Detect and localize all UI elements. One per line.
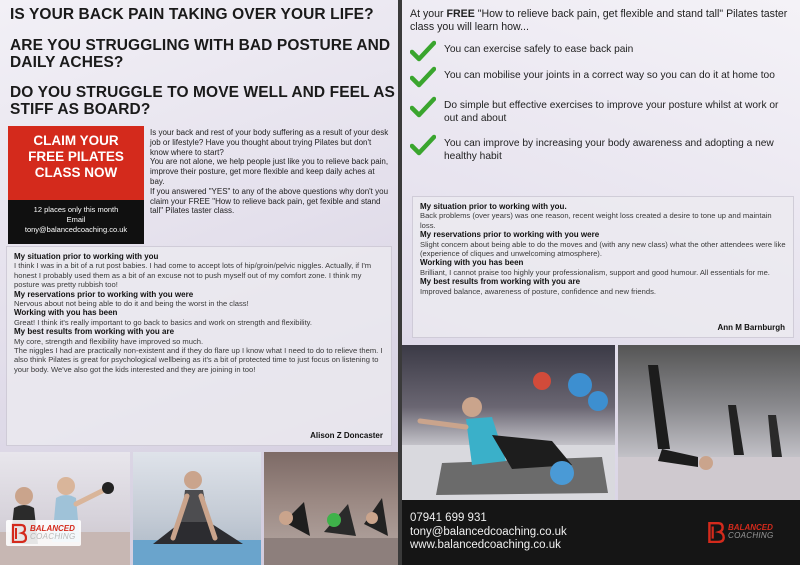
- logo-line-coaching: COACHING: [728, 531, 774, 540]
- photo-ball-exercise: [0, 452, 130, 565]
- check-mark-icon: [410, 66, 436, 88]
- claim-email[interactable]: tony@balancedcoaching.co.uk: [24, 225, 128, 234]
- photo-cobra-stretch: [133, 452, 261, 565]
- intro-paragraph: If you answered "YES" to any of the above questions why don't you claim your FREE "How to relieve back pain, get fexible and stand tall" Pilates taster class.: [150, 186, 389, 216]
- claim-title[interactable]: CLAIM YOUR FREE PILATES CLASS NOW: [8, 126, 144, 200]
- logo-line-balanced: BALANCED: [30, 524, 75, 533]
- left-page: [0, 0, 398, 565]
- benefit-text: You can exercise safely to ease back pain: [444, 44, 634, 55]
- headline-back-pain: IS YOUR BACK PAIN TAKING OVER YOUR LIFE?: [10, 6, 374, 23]
- right-intro: [410, 8, 795, 34]
- photo-group-class: [264, 452, 398, 565]
- check-mark-icon: [410, 134, 436, 156]
- photo-cobra-stretch-illustration: [133, 452, 261, 565]
- headline-stiff: DO YOU STRUGGLE TO MOVE WELL AND FEEL AS STIFF AS BOARD?: [10, 84, 395, 118]
- testimonial-author: Alison Z Doncaster: [310, 430, 383, 440]
- claim-email-label: Email: [66, 215, 86, 224]
- benefit-text: You can mobilise your joints in a correct way so you can do it at home too: [444, 70, 775, 81]
- testimonial-question: My reservations prior to working with you were: [420, 230, 600, 240]
- b-logo-mark-icon: [11, 523, 27, 543]
- balanced-coaching-logo: [6, 520, 81, 546]
- intro-paragraph: You are not alone, we help people just like you to relieve back pain, improve their posture, get more flexible and keep daily aches at bay.: [150, 157, 389, 186]
- right-intro-pre: At your: [410, 8, 447, 20]
- testimonial-question: My situation prior to working with you: [14, 252, 159, 261]
- testimonial-question: My best results from working with you are: [420, 277, 581, 287]
- photo-pilates-class: [402, 345, 615, 500]
- testimonial-answer: My core, strength and flexibility have improved so much.: [14, 336, 204, 346]
- photo-group-class-illustration: [264, 452, 398, 565]
- logo-line-coaching: COACHING: [30, 532, 76, 541]
- benefit-item: [410, 40, 795, 62]
- headline-posture: ARE YOU STRUGGLING WITH BAD POSTURE AND DAILY ACHES?: [10, 37, 391, 71]
- testimonial-answer: Brilliant, I cannot praise too highly your professionalism, support and good humour. All essentials for me.: [420, 267, 770, 277]
- testimonial-question: My reservations prior to working with you were: [14, 289, 194, 299]
- testimonial-answer: The niggles I had are practically non-existent and if they do flare up I know what I need to do to relieve them. I also think Pilates is great for psychological wellbeing as it's a bit of protected time to just focus on listening to your body. We've also got the kids interested and they are joining in too!: [14, 346, 383, 374]
- testimonial-alison: [6, 246, 392, 446]
- right-intro-free: FREE: [446, 8, 475, 20]
- b-logo-mark-icon: [707, 521, 725, 543]
- testimonial-answer: I think I was in a bit of a rut post babies. I had come to accept lots of hip/groin/pelvic niggles. Actually, if I'm honest I probably used them as a bit of an excuse not to push myself out of my comfort zone. I think my posture was pretty rubbish too!: [14, 261, 372, 290]
- claim-places: 12 places only this month: [33, 205, 119, 214]
- testimonial-author: Ann M Barnburgh: [717, 322, 785, 332]
- contact-website[interactable]: www.balancedcoaching.co.uk: [410, 539, 561, 551]
- contact-email[interactable]: tony@balancedcoaching.co.uk: [410, 525, 567, 538]
- contact-phone[interactable]: 07941 699 931: [410, 512, 487, 524]
- testimonial-answer: Great! I think it's really important to go back to basics and work on strength and flexibility.: [14, 317, 313, 327]
- intro-text: [150, 128, 390, 216]
- testimonial-answer: Nervous about not being able to do it and being the worst in the class!: [14, 299, 249, 309]
- claim-info: [8, 200, 144, 235]
- testimonial-answer: Improved balance, awareness of posture, confidence and new friends.: [420, 286, 656, 296]
- logo-line-balanced: BALANCED: [728, 523, 773, 532]
- testimonial-question: My situation prior to working with you.: [420, 202, 567, 211]
- check-mark-icon: [410, 40, 436, 62]
- testimonial-question: Working with you has been: [14, 308, 118, 318]
- photo-leg-raise-illustration: [618, 345, 800, 500]
- testimonial-answer: Slight concern about being able to do the moves and (with any new class) what the other attendees were like (experience of cliques and unwelcoming atmosphere).: [420, 239, 786, 259]
- benefit-item: [410, 66, 795, 88]
- photo-leg-raise: [618, 345, 800, 500]
- photo-pilates-class-illustration: [402, 345, 615, 500]
- check-mark-icon: [410, 96, 436, 118]
- contact-bar: [402, 500, 800, 565]
- claim-box[interactable]: [8, 126, 144, 244]
- testimonial-ann: [412, 196, 794, 338]
- benefit-text: Do simple but effective exercises to improve your posture whilst at work or out and about: [444, 100, 779, 124]
- benefit-item: [410, 96, 795, 125]
- testimonial-question: My best results from working with you are: [14, 327, 175, 337]
- photo-ball-exercise-illustration: [0, 452, 130, 565]
- benefit-item: [410, 134, 795, 163]
- logo-text: [30, 525, 76, 541]
- intro-paragraph: Is your back and rest of your body suffering as a result of your desk job or lifestyle? Have you thought about trying Pilates but don't know where to start?: [150, 128, 389, 157]
- testimonial-answer: Back problems (over years) was one reason, recent weight loss created a desire to tone up and maintain loss.: [420, 211, 772, 230]
- benefit-text: You can improve by increasing your body awareness and adopting a new healthy habit: [444, 138, 774, 162]
- right-intro-post: "How to relieve back pain, get flexible and stand tall" Pilates taster class you will learn how...: [410, 8, 788, 33]
- testimonial-question: Working with you has been: [420, 258, 524, 268]
- contact-details: [410, 512, 567, 553]
- right-page: [402, 0, 800, 565]
- logo-text: [728, 524, 774, 540]
- balanced-coaching-logo: [702, 518, 779, 546]
